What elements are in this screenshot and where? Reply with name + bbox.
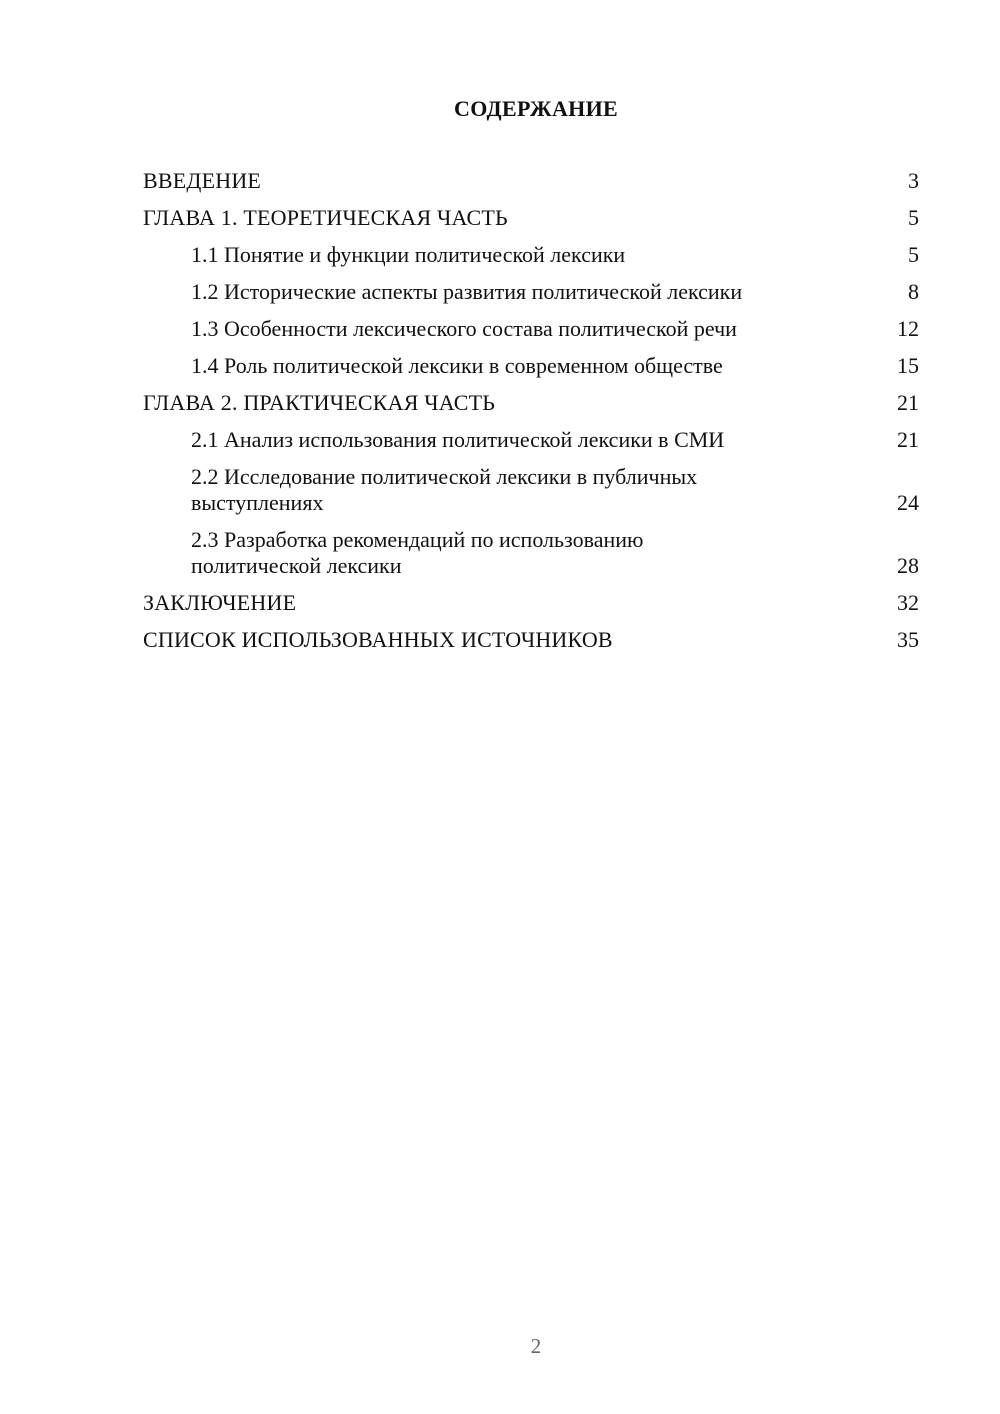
toc-entry-section-2-2[interactable] xyxy=(143,464,919,516)
toc-entry-text: ВВЕДЕНИЕ xyxy=(143,168,262,193)
toc-entry-text: СПИСОК ИСПОЛЬЗОВАННЫХ ИСТОЧНИКОВ xyxy=(143,627,613,652)
toc-entry-text: 2.2 Исследование политической лексики в публичных выступлениях xyxy=(191,464,698,515)
toc-entry-section-1-2[interactable] xyxy=(143,279,919,305)
toc-entry-text: 1.3 Особенности лексического состава политической речи xyxy=(191,316,737,341)
toc-entry-page: 5 xyxy=(908,242,919,267)
toc-entry-references[interactable] xyxy=(143,627,919,653)
toc-entry-chapter-1[interactable] xyxy=(143,205,919,231)
toc-entry-page: 21 xyxy=(897,427,919,452)
table-of-contents xyxy=(143,168,919,664)
toc-entry-section-1-1[interactable] xyxy=(143,242,919,268)
toc-entry-section-1-4[interactable] xyxy=(143,353,919,379)
toc-entry-text: ГЛАВА 2. ПРАКТИЧЕСКАЯ ЧАСТЬ xyxy=(143,390,496,415)
toc-entry-page: 15 xyxy=(897,353,919,378)
toc-entry-page: 28 xyxy=(897,553,919,578)
toc-entry-text: 1.4 Роль политической лексики в современном обществе xyxy=(191,353,723,378)
toc-entry-page: 35 xyxy=(897,627,919,652)
toc-entry-section-1-3[interactable] xyxy=(143,316,919,342)
toc-entry-page: 5 xyxy=(908,205,919,230)
toc-entry-text: 2.3 Разработка рекомендаций по использованию политической лексики xyxy=(191,527,644,578)
toc-entry-page: 8 xyxy=(908,279,919,304)
toc-entry-section-2-1[interactable] xyxy=(143,427,919,453)
toc-entry-section-2-3[interactable] xyxy=(143,527,919,579)
page-number: 2 xyxy=(530,1334,542,1358)
toc-entry-page: 21 xyxy=(897,390,919,415)
toc-entry-conclusion[interactable] xyxy=(143,590,919,616)
toc-entry-text: ГЛАВА 1. ТЕОРЕТИЧЕСКАЯ ЧАСТЬ xyxy=(143,205,508,230)
toc-entry-text: 2.1 Анализ использования политической лексики в СМИ xyxy=(191,427,725,452)
toc-entry-text: ЗАКЛЮЧЕНИЕ xyxy=(143,590,297,615)
toc-entry-introduction[interactable] xyxy=(143,168,919,194)
toc-entry-chapter-2[interactable] xyxy=(143,390,919,416)
toc-entry-page: 3 xyxy=(908,168,919,193)
toc-entry-text: 1.2 Исторические аспекты развития политической лексики xyxy=(191,279,743,304)
toc-entry-page: 32 xyxy=(897,590,919,615)
toc-entry-page: 12 xyxy=(897,316,919,341)
toc-entry-text: 1.1 Понятие и функции политической лексики xyxy=(191,242,626,267)
page-title: СОДЕРЖАНИЕ xyxy=(454,96,618,121)
toc-entry-page: 24 xyxy=(897,490,919,515)
